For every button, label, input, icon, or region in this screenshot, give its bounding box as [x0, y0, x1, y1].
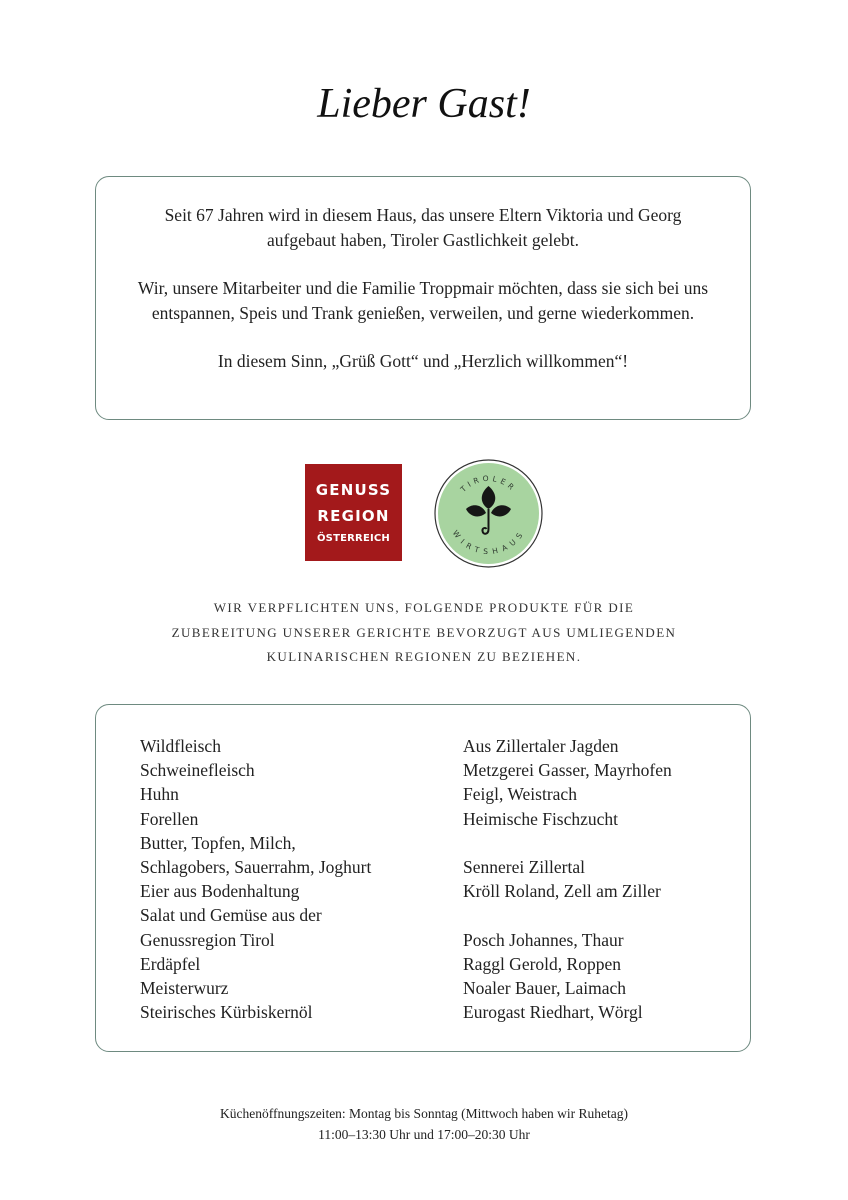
supplier-item: Metzgerei Gasser, Mayrhofen — [463, 760, 672, 781]
product-item: Schweinefleisch — [140, 760, 255, 781]
product-item: Steirisches Kürbiskernöl — [140, 1002, 313, 1023]
products-box — [95, 704, 751, 1052]
product-item: Genussregion Tirol — [140, 929, 275, 950]
product-item: Meisterwurz — [140, 977, 229, 998]
welcome-box — [95, 176, 751, 420]
product-item: Erdäpfel — [140, 953, 201, 974]
genuss-region-logo-line1: GENUSS — [315, 480, 392, 499]
supplier-item: Sennerei Zillertal — [463, 856, 585, 877]
supplier-item: Posch Johannes, Thaur — [463, 929, 624, 950]
supplier-item: Aus Zillertaler Jagden — [463, 736, 619, 756]
genuss-region-logo-line2: REGION — [317, 506, 390, 525]
welcome-paragraph-history: Seit 67 Jahren wird in diesem Haus, das unsere Eltern Viktoria und Georg aufgebaut haben, Tiroler Gastlichkeit gelebt. — [164, 205, 682, 250]
supplier-item: Noaler Bauer, Laimach — [463, 977, 627, 998]
kitchen-hours — [0, 1103, 848, 1145]
genuss-region-logo-line3: ÖSTERREICH — [316, 532, 390, 544]
product-item: Butter, Topfen, Milch, — [140, 832, 296, 853]
tiroler-wirtshaus-logo — [434, 459, 543, 568]
product-item: Wildfleisch — [140, 736, 221, 756]
supplier-item: Heimische Fischzucht — [463, 808, 619, 829]
supplier-item: Feigl, Weistrach — [463, 784, 577, 805]
welcome-paragraph-family: Wir, unsere Mitarbeiter und die Familie Troppmair möchten, dass sie sich bei uns entspannen, Speis und Trank genießen, verweilen, und gerne wiederkommen. — [137, 278, 709, 323]
kitchen-hours-times: 11:00–13:30 Uhr und 17:00–20:30 Uhr — [318, 1127, 530, 1142]
supplier-item: Eurogast Riedhart, Wörgl — [463, 1002, 643, 1023]
welcome-paragraph-greeting: In diesem Sinn, „Grüß Gott“ und „Herzlich willkommen“! — [217, 351, 629, 371]
kitchen-hours-days: Küchenöffnungszeiten: Montag bis Sonntag (Mittwoch haben wir Ruhetag) — [219, 1106, 629, 1121]
supplier-item — [463, 831, 743, 855]
sourcing-pledge-line1: WIR VERPFLICHTEN UNS, FOLGENDE PRODUKTE FÜR DIE — [213, 600, 635, 615]
svg-text:WIRTSHAUS: WIRTSHAUS — [450, 528, 527, 557]
product-list — [140, 734, 440, 1024]
svg-text:TIROLER: TIROLER — [458, 473, 519, 494]
sourcing-pledge-line3: KULINARISCHEN REGIONEN ZU BEZIEHEN. — [266, 649, 582, 664]
sourcing-pledge — [120, 596, 728, 670]
product-item: Schlagobers, Sauerrahm, Joghurt — [140, 856, 372, 877]
product-item: Forellen — [140, 808, 199, 829]
supplier-list — [463, 734, 743, 1024]
genuss-region-logo — [305, 464, 402, 561]
product-item: Huhn — [140, 784, 179, 805]
supplier-item — [463, 903, 743, 927]
sourcing-pledge-line2: ZUBEREITUNG UNSERER GERICHTE BEVORZUGT AUS UMLIEGENDEN — [171, 624, 677, 640]
supplier-item: Kröll Roland, Zell am Ziller — [463, 881, 661, 902]
product-item: Eier aus Bodenhaltung — [140, 881, 300, 902]
page-title: Lieber Gast! — [317, 81, 531, 127]
product-item: Salat und Gemüse aus der — [140, 905, 322, 926]
supplier-item: Raggl Gerold, Roppen — [463, 953, 621, 974]
